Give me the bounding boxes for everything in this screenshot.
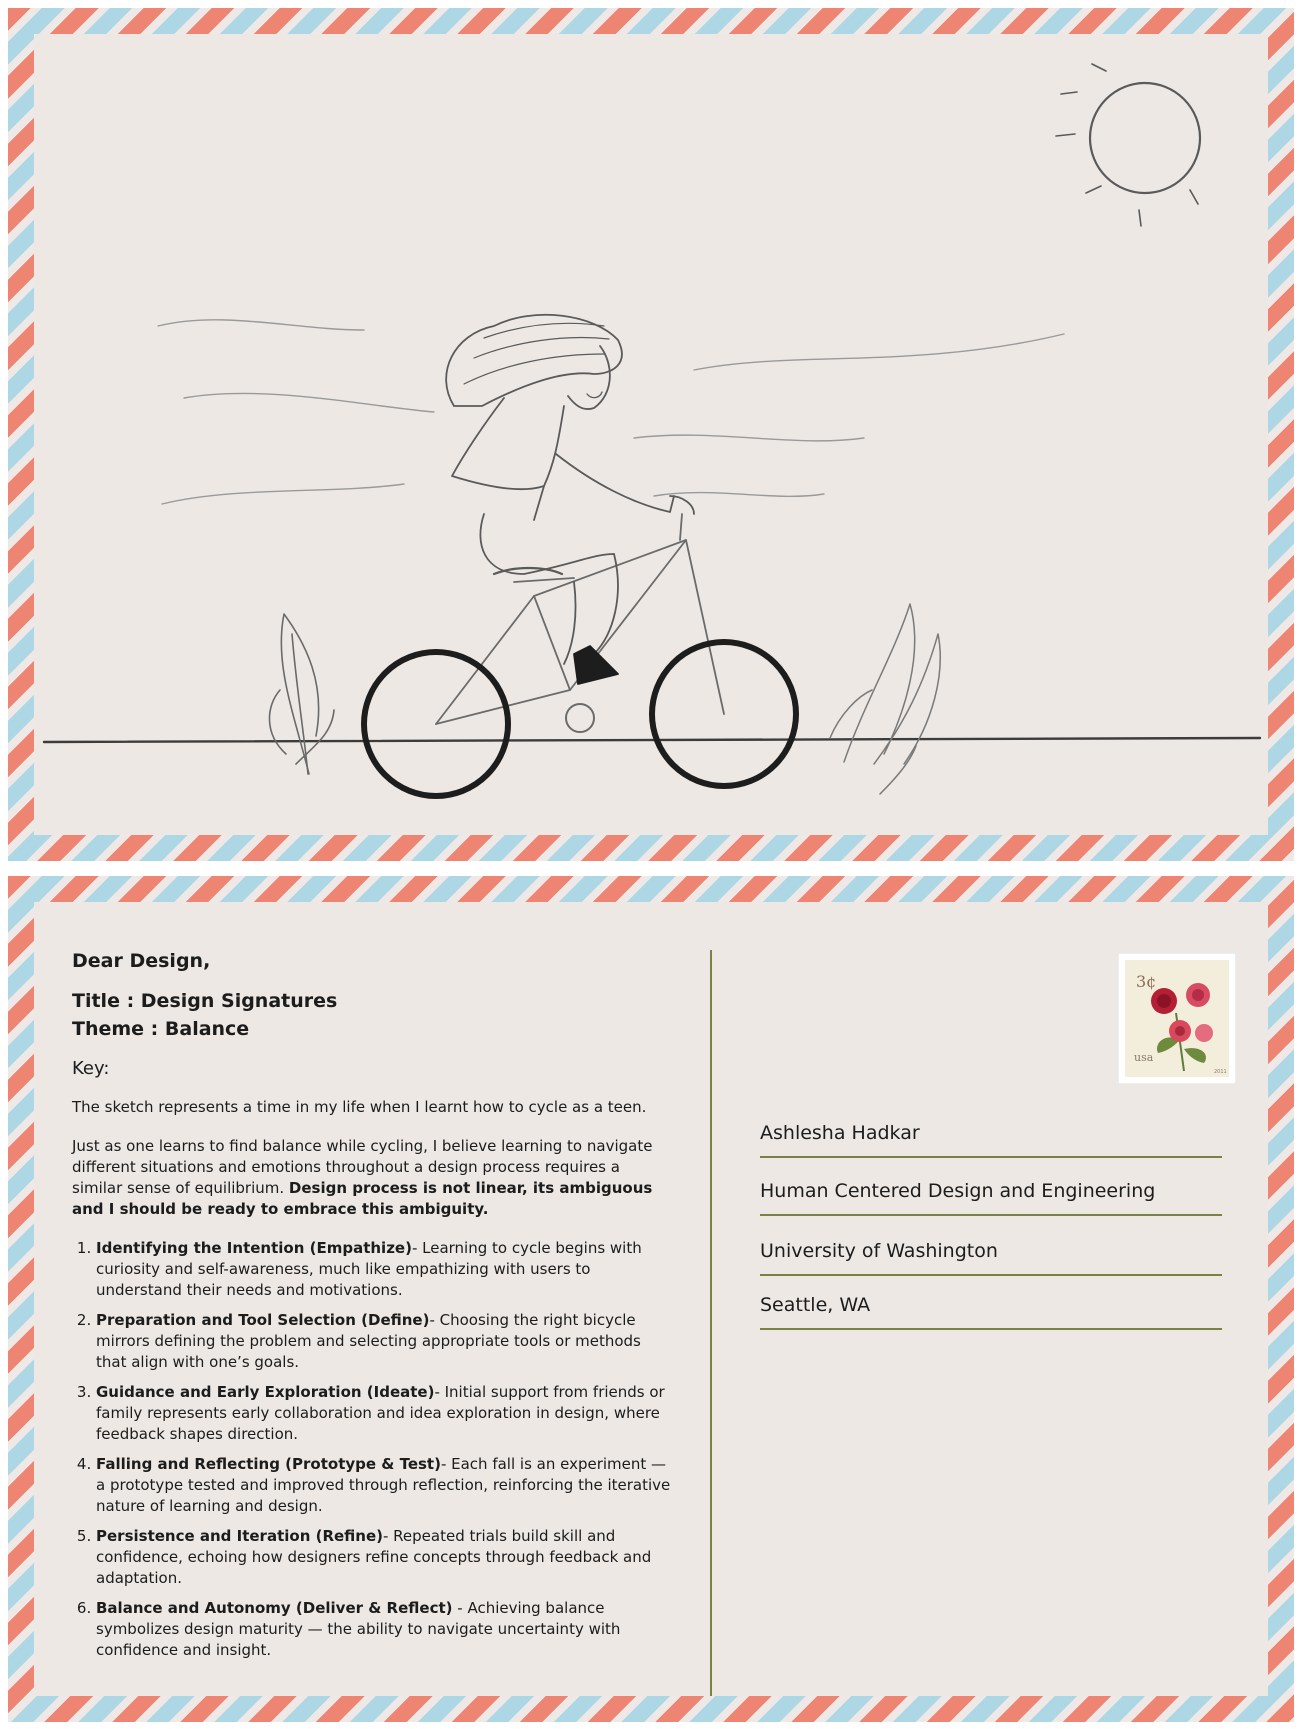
step-text: - Repeated trials build skill and confidence, echoing how designers refine concepts through feedback and adaptation.: [96, 1527, 652, 1587]
plant-right: [830, 604, 940, 794]
letter-title: Title : Design Signatures: [72, 990, 338, 1012]
postcard-back: [8, 876, 1294, 1722]
letter-theme: Theme : Balance: [72, 1018, 250, 1040]
cyclist-sketch: [34, 34, 1268, 835]
address-city: Seattle, WA: [760, 1294, 1222, 1330]
postcard-divider: [710, 950, 712, 1696]
list-item: [96, 1454, 674, 1517]
step-text: - Choosing the right bicycle mirrors defining the problem and selecting appropriate tools or methods that align with one’s goals.: [96, 1311, 641, 1371]
postage-stamp: [1118, 953, 1236, 1084]
address-name: Ashlesha Hadkar: [760, 1122, 1222, 1158]
step-text: - Each fall is an experiment — a prototype tested and improved through reflection, reinforcing the iterative nature of learning and design.: [96, 1455, 671, 1515]
letter-section: [72, 930, 674, 1670]
letter-key-heading: Key:: [72, 1058, 110, 1079]
letter-body-emphasis: Design process is not linear, its ambiguous and I should be ready to embrace this ambiguity.: [72, 1179, 653, 1218]
letter-body-text: Just as one learns to find balance while cycling, I believe learning to navigate different situations and emotions throughout a design process requires a similar sense of equilibrium.: [72, 1137, 653, 1197]
stamp-year: 2011: [1214, 1069, 1227, 1075]
letter-body: [72, 1136, 674, 1220]
rider-figure: [446, 315, 694, 684]
postcard-front: [8, 8, 1294, 861]
address-university: University of Washington: [760, 1240, 1222, 1276]
step-heading: Identifying the Intention (Empathize): [96, 1239, 412, 1257]
postcard-back-paper: [34, 902, 1268, 1696]
postcard-front-paper: [34, 34, 1268, 835]
letter-greeting: Dear Design,: [72, 950, 211, 972]
step-text: - Learning to cycle begins with curiosity and self-awareness, much like empathizing with users to understand their needs and motivations.: [96, 1239, 642, 1299]
step-heading: Falling and Reflecting (Prototype & Test): [96, 1455, 441, 1473]
step-heading: Persistence and Iteration (Refine): [96, 1527, 383, 1545]
step-text: - Initial support from friends or family represents early collaboration and idea exploration in design, where feedback shapes direction.: [96, 1383, 665, 1443]
list-item: [96, 1238, 674, 1301]
design-steps-list: [72, 1238, 674, 1661]
sun-icon: [1056, 64, 1200, 226]
step-heading: Guidance and Early Exploration (Ideate): [96, 1383, 435, 1401]
stamp-country: usa: [1134, 1051, 1154, 1064]
list-item: [96, 1382, 674, 1445]
list-item: [96, 1310, 674, 1373]
step-heading: Balance and Autonomy (Deliver & Reflect): [96, 1599, 453, 1617]
plant-left: [269, 614, 334, 774]
list-item: [96, 1598, 674, 1661]
letter-intro: The sketch represents a time in my life when I learnt how to cycle as a teen.: [72, 1098, 647, 1116]
wind-lines: [158, 320, 1064, 504]
bicycle-frame: [436, 514, 724, 732]
step-heading: Preparation and Tool Selection (Define): [96, 1311, 430, 1329]
address-block: [760, 1122, 1222, 1330]
list-item: [96, 1526, 674, 1589]
ground-line: [44, 738, 1260, 742]
address-department: Human Centered Design and Engineering: [760, 1180, 1222, 1216]
stamp-denomination: 3¢: [1136, 972, 1157, 991]
step-text: - Achieving balance symbolizes design maturity — the ability to navigate uncertainty with confidence and insight.: [96, 1599, 621, 1659]
